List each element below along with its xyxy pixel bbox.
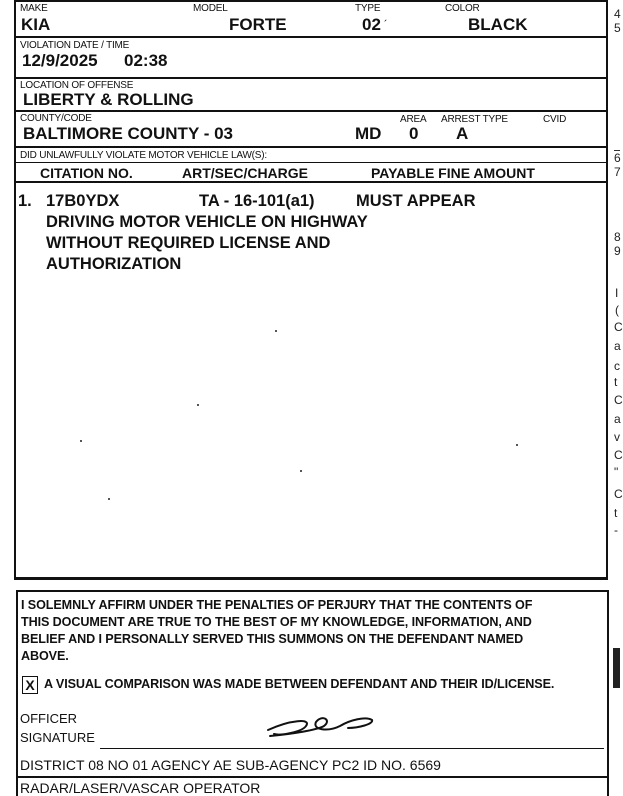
make-value: KIA xyxy=(21,15,51,34)
divider-county xyxy=(14,146,608,148)
model-value: FORTE xyxy=(229,15,287,34)
law-heading: DID UNLAWFULLY VIOLATE MOTOR VEHICLE LAW(S): xyxy=(20,150,267,161)
scan-speck xyxy=(80,440,82,442)
margin-fragment: C xyxy=(614,393,623,407)
form-bottom-border xyxy=(14,577,608,580)
model-label: MODEL xyxy=(193,3,228,14)
margin-block xyxy=(613,648,620,688)
divider-columns xyxy=(14,181,608,183)
margin-fragment: a xyxy=(614,339,621,353)
affirm-line-4: ABOVE. xyxy=(21,649,69,663)
officer-signature xyxy=(262,708,382,742)
county-value: BALTIMORE COUNTY - 03 xyxy=(23,124,233,143)
divider-vehicle xyxy=(14,36,608,38)
margin-fragment: 6 xyxy=(614,151,621,165)
visual-comparison-text: A VISUAL COMPARISON WAS MADE BETWEEN DEFENDANT AND THEIR ID/LICENSE. xyxy=(44,677,555,691)
divider-date xyxy=(14,77,608,79)
checkbox-mark: X xyxy=(25,677,35,693)
margin-fragment: 9 xyxy=(614,244,621,258)
margin-fragment: 5 xyxy=(614,21,621,35)
violation-time-value: 02:38 xyxy=(124,51,168,70)
color-label: COLOR xyxy=(445,3,480,14)
divider-location xyxy=(14,110,608,112)
margin-fragment: t xyxy=(614,506,618,520)
margin-fragment: t xyxy=(614,375,618,389)
officer-label: OFFICER xyxy=(20,711,78,726)
margin-fragment: a xyxy=(614,412,621,426)
type-tick-mark: ´ xyxy=(384,19,388,31)
form-left-border xyxy=(14,0,16,580)
cvid-label: CVID xyxy=(543,114,567,125)
arrest-type-value: A xyxy=(456,124,469,143)
scan-speck xyxy=(275,330,277,332)
margin-fragment: C xyxy=(614,320,623,334)
charge-description-line-2: WITHOUT REQUIRED LICENSE AND xyxy=(46,234,331,252)
violation-date-label: VIOLATION DATE / TIME xyxy=(20,40,130,51)
location-value: LIBERTY & ROLLING xyxy=(23,90,194,109)
charge-description-line-1: DRIVING MOTOR VEHICLE ON HIGHWAY xyxy=(46,213,368,231)
district-line xyxy=(18,776,608,778)
signature-line xyxy=(100,748,604,749)
form-right-border xyxy=(606,0,608,580)
arrest-type-label: ARREST TYPE xyxy=(441,114,508,125)
charge-description-line-3: AUTHORIZATION xyxy=(46,255,182,273)
margin-fragment: 8 xyxy=(614,230,621,244)
col-charge-header: ART/SEC/CHARGE xyxy=(182,165,309,181)
margin-fragment: I xyxy=(615,286,619,300)
affirm-right-border xyxy=(607,590,609,796)
margin-fragment: 4 xyxy=(614,7,621,21)
scan-speck xyxy=(300,470,302,472)
make-label: MAKE xyxy=(20,3,48,14)
form-top-border xyxy=(14,0,607,2)
scan-speck xyxy=(108,498,110,500)
margin-fragment: " xyxy=(614,465,619,479)
state-value: MD xyxy=(355,124,382,143)
margin-fragment: ( xyxy=(615,303,619,317)
color-value: BLACK xyxy=(468,15,528,34)
affirm-line-1: I SOLEMNLY AFFIRM UNDER THE PENALTIES OF PERJURY THAT THE CONTENTS OF xyxy=(21,598,533,612)
margin-fragment: C xyxy=(614,448,623,462)
operator-label: RADAR/LASER/VASCAR OPERATOR xyxy=(20,780,261,796)
location-label: LOCATION OF OFFENSE xyxy=(20,80,134,91)
margin-fragment: 7 xyxy=(614,165,621,179)
margin-fragment: - xyxy=(614,523,618,537)
district-info: DISTRICT 08 NO 01 AGENCY AE SUB-AGENCY PC2 ID NO. 6569 xyxy=(20,757,441,773)
citation-number: 1. xyxy=(18,192,32,210)
divider-law-heading xyxy=(14,162,608,163)
margin-fragment: v xyxy=(614,430,620,444)
affirm-line-3: BELIEF AND I PERSONALLY SERVED THIS SUMMONS ON THE DEFENDANT NAMED xyxy=(21,632,524,646)
type-label: TYPE xyxy=(355,3,381,14)
area-label: AREA xyxy=(400,114,427,125)
margin-fragment: C xyxy=(614,487,623,501)
fine-value: MUST APPEAR xyxy=(356,192,476,210)
area-value: 0 xyxy=(409,124,419,143)
affirm-left-border xyxy=(16,590,18,796)
violation-date-value: 12/9/2025 xyxy=(22,51,98,70)
type-value: 02 xyxy=(362,15,381,34)
scan-speck xyxy=(516,444,518,446)
col-fine-header: PAYABLE FINE AMOUNT xyxy=(371,165,535,181)
margin-fragment: c xyxy=(614,359,620,373)
visual-comparison-checkbox[interactable] xyxy=(22,676,38,694)
citation-no-value: 17B0YDX xyxy=(46,192,120,210)
affirm-top-border xyxy=(16,590,608,592)
scan-speck xyxy=(197,404,199,406)
col-citation-header: CITATION NO. xyxy=(40,165,133,181)
charge-value: TA - 16-101(a1) xyxy=(199,192,315,210)
county-label: COUNTY/CODE xyxy=(20,113,92,124)
affirm-line-2: THIS DOCUMENT ARE TRUE TO THE BEST OF MY KNOWLEDGE, INFORMATION, AND xyxy=(21,615,532,629)
signature-label: SIGNATURE xyxy=(20,730,95,745)
